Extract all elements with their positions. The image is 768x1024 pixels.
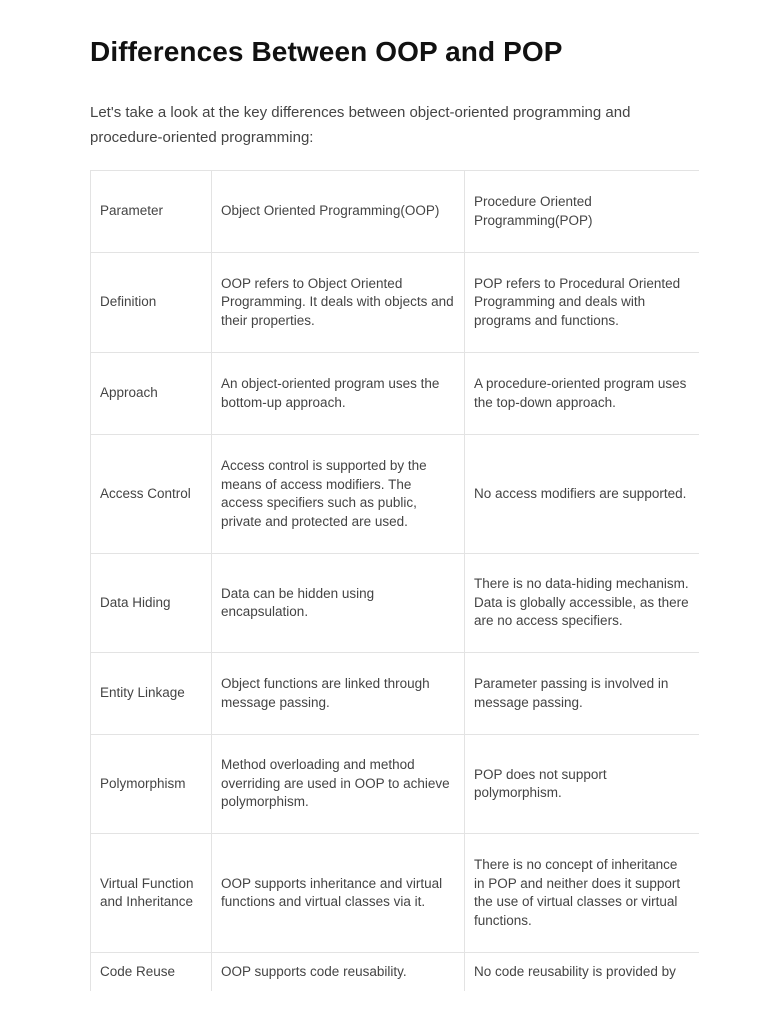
row-oop-cell: An object-oriented program uses the bottom-up approach. <box>212 353 465 435</box>
row-oop-cell: Access control is supported by the means of access modifiers. The access specifiers such as public, private and protected are used. <box>212 435 465 554</box>
table-row <box>91 253 700 353</box>
row-oop-cell: OOP supports code reusability. <box>212 953 465 992</box>
table-row <box>91 953 700 992</box>
comparison-table-container <box>90 170 699 991</box>
row-parameter-cell: Code Reuse <box>91 953 212 992</box>
row-pop-cell: A procedure-oriented program uses the top-down approach. <box>465 353 700 435</box>
header-cell-oop: Object Oriented Programming(OOP) <box>212 171 465 253</box>
row-parameter-cell: Virtual Function and Inheritance <box>91 834 212 953</box>
row-oop-cell: Object functions are linked through message passing. <box>212 653 465 735</box>
table-header-row <box>91 171 700 253</box>
row-pop-cell: Parameter passing is involved in message passing. <box>465 653 700 735</box>
header-cell-pop: Procedure Oriented Programming(POP) <box>465 171 700 253</box>
row-oop-cell: Data can be hidden using encapsulation. <box>212 554 465 653</box>
row-parameter-cell: Approach <box>91 353 212 435</box>
header-cell-parameter: Parameter <box>91 171 212 253</box>
table-row <box>91 435 700 554</box>
intro-paragraph: Let's take a look at the key differences between object-oriented programming and procedure-oriented programming: <box>90 104 631 146</box>
row-oop-cell: OOP supports inheritance and virtual functions and virtual classes via it. <box>212 834 465 953</box>
table-row <box>91 735 700 834</box>
comparison-table <box>90 170 699 991</box>
row-pop-cell: POP does not support polymorphism. <box>465 735 700 834</box>
row-oop-cell: Method overloading and method overriding are used in OOP to achieve polymorphism. <box>212 735 465 834</box>
row-parameter-cell: Data Hiding <box>91 554 212 653</box>
table-row <box>91 834 700 953</box>
table-row <box>91 653 700 735</box>
row-parameter-cell: Polymorphism <box>91 735 212 834</box>
table-row <box>91 353 700 435</box>
row-parameter-cell: Entity Linkage <box>91 653 212 735</box>
row-parameter-cell: Definition <box>91 253 212 353</box>
row-pop-cell: No access modifiers are supported. <box>465 435 700 554</box>
row-pop-cell: No code reusability is provided by <box>465 953 700 992</box>
row-pop-cell: There is no data-hiding mechanism. Data is globally accessible, as there are no access specifiers. <box>465 554 700 653</box>
row-pop-cell: There is no concept of inheritance in POP and neither does it support the use of virtual classes or virtual functions. <box>465 834 700 953</box>
page-title: Differences Between OOP and POP <box>90 36 563 67</box>
row-pop-cell: POP refers to Procedural Oriented Programming and deals with programs and functions. <box>465 253 700 353</box>
row-oop-cell: OOP refers to Object Oriented Programming. It deals with objects and their properties. <box>212 253 465 353</box>
row-parameter-cell: Access Control <box>91 435 212 554</box>
table-row <box>91 554 700 653</box>
